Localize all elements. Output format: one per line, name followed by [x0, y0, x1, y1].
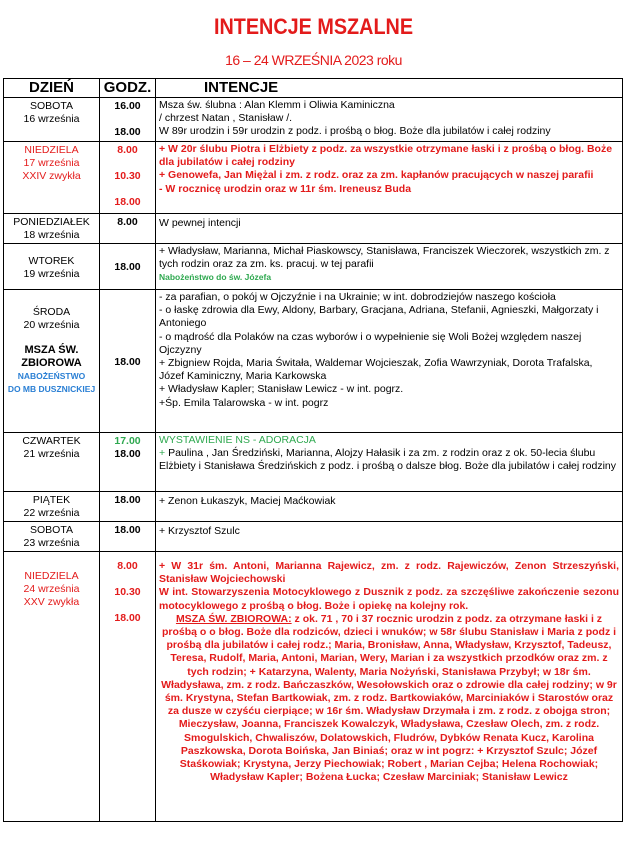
- intention-cell: [156, 214, 623, 244]
- intention-cell: [156, 522, 623, 552]
- time-cell: [100, 290, 156, 433]
- day-name: NIEDZIELA: [24, 144, 79, 156]
- intention-text: W int. Stowarzyszenia Motocyklowego z Dusznik z podz. za szczęśliwe zakończenie sezonu motocyklowego z prośbą o błog. Boże i opiekę na kolejny rok.: [159, 586, 619, 612]
- page-subtitle: 16 – 24 WRZEŚNIA 2023 roku: [225, 52, 402, 68]
- day-cell: [4, 552, 100, 822]
- time-value: 18.00: [114, 448, 141, 460]
- day-date: 21 września: [23, 448, 80, 460]
- intention-cell: [156, 492, 623, 522]
- intention-cell: [156, 433, 623, 492]
- intention-text: +Śp. Emila Talarowska - w int. pogrz: [159, 396, 329, 409]
- time-value: 18.00: [114, 196, 141, 208]
- devotion-label: DO MB DUSZNICKIEJ: [7, 384, 96, 394]
- mass-label: ZBIOROWA: [21, 357, 82, 369]
- day-cell: [4, 433, 100, 492]
- time-cell: [100, 142, 156, 214]
- time-cell: [100, 433, 156, 492]
- day-cell: [4, 492, 100, 522]
- day-date: 20 września: [23, 319, 80, 331]
- table-row: [4, 290, 623, 433]
- time-value: 10.30: [114, 170, 141, 182]
- intention-text: + Zbigniew Rojda, Maria Świtała, Waldemar Wojcieszak, Zofia Wawrzyniak, Dorota Trafalska, Józef Kaminiczny, Maria Karkowska: [159, 357, 593, 383]
- table-row: [4, 244, 623, 290]
- day-date: 17 września: [23, 157, 80, 169]
- time-cell: [100, 552, 156, 822]
- intention-text: Paulina , Jan Średziński, Marianna, Alojzy Hałasik i za zm. z rodzin oraz z ok. 50-lecia ślubu Elżbiety i Stanisława Średzińskich z podz. i prośbą o dalsze błog. Boże dla jubilatów i całej rodziny: [159, 447, 616, 473]
- day-note: XXV zwykła: [23, 596, 80, 608]
- intention-text: Msza św. ślubna : Alan Klemm i Oliwia Kaminiczna: [159, 99, 395, 111]
- table-row: [4, 433, 623, 492]
- time-value: 18.00: [114, 355, 141, 368]
- intention-text: + Władysław Kapler; Stanisław Lewicz - w int. pogrz.: [159, 383, 404, 396]
- day-name: SOBOTA: [30, 100, 73, 112]
- day-date: 16 września: [23, 113, 80, 125]
- intention-text: + W 31r śm. Antoni, Marianna Rajewicz, zm. z rodz. Rajewiczów, Zenon Strzeszyński, Stanisław Wojciechowski: [159, 560, 619, 586]
- header-day: DZIEŃ: [4, 79, 100, 98]
- devotion-label: NABOŻEŃSTWO: [17, 371, 86, 381]
- collective-mass-label: MSZA ŚW. ZBIOROWA:: [175, 612, 292, 625]
- intention-text: + Władysław, Marianna, Michał Piaskowscy, Stanisława, Franciszek Wieczorek, wszystkich zm. z tych rodzin oraz za zm. ks. pracuj. w tej parafii: [159, 245, 610, 271]
- day-name: CZWARTEK: [22, 435, 81, 447]
- time-cell: [100, 492, 156, 522]
- time-value: 16.00: [114, 100, 141, 112]
- day-name: PIĄTEK: [32, 494, 71, 506]
- time-value: 8.00: [117, 144, 138, 156]
- table-row: [4, 522, 623, 552]
- time-value: 18.00: [114, 612, 141, 624]
- day-date: 23 września: [23, 537, 80, 549]
- time-value: 18.00: [114, 126, 141, 138]
- intention-text: + Genowefa, Jan Miężal i zm. z rodz. oraz za zm. kapłanów pracujących w naszej parafii: [159, 169, 594, 182]
- collective-mass-text: [159, 613, 619, 785]
- time-cell: [100, 98, 156, 142]
- day-name: NIEDZIELA: [24, 570, 79, 582]
- day-cell: [4, 522, 100, 552]
- intention-cell: [156, 244, 623, 290]
- day-cell: [4, 290, 100, 433]
- day-date: 24 września: [23, 583, 80, 595]
- header-intentions: INTENCJE: [156, 79, 623, 98]
- devotion-text: Nabożeństwo do św. Józefa: [159, 272, 272, 283]
- day-note: XXIV zwykła: [22, 170, 81, 182]
- time-value: 18.00: [114, 261, 141, 273]
- time-cell: [100, 244, 156, 290]
- table-row: [4, 492, 623, 522]
- day-date: 18 września: [23, 229, 80, 241]
- time-cell: [100, 522, 156, 552]
- day-cell: [4, 244, 100, 290]
- intention-text: / chrzest Natan , Stanisław /.: [159, 112, 293, 125]
- intention-cell: [156, 98, 623, 142]
- intention-text: + Paulina , Jan Średziński, Marianna, Alojzy Hałasik i za zm. z rodzin oraz z ok. 50-lecia ślubu Elżbiety i Stanisława Średzińskich z podz. i prośbą o dalsze błog. Boże dla jubilatów i całej rodziny: [159, 447, 616, 473]
- intention-text: - za parafian, o pokój w Ojczyźnie i na Ukrainie; w int. dobrodziejów naszego kościoła: [159, 291, 556, 303]
- time-value: 10.30: [114, 586, 141, 598]
- intention-text: + Krzysztof Szulc: [159, 525, 240, 537]
- intention-text: - W rocznicę urodzin oraz w 11r śm. Ireneusz Buda: [159, 182, 412, 195]
- header-time: GODZ.: [100, 79, 156, 98]
- intention-cell: [156, 142, 623, 214]
- adoration-text: WYSTAWIENIE NS - ADORACJA: [159, 434, 316, 446]
- day-date: 22 września: [23, 507, 80, 519]
- table-row: [4, 98, 623, 142]
- intention-text: W 89r urodzin i 59r urodzin z podz. i prośbą o błog. Boże dla jubilatów i całej rodziny: [159, 125, 551, 138]
- intention-text: + Zenon Łukaszyk, Maciej Maćkowiak: [159, 495, 336, 507]
- day-name: WTOREK: [28, 254, 75, 267]
- time-cell: [100, 214, 156, 244]
- page-title: INTENCJE MSZALNE: [213, 14, 414, 39]
- intention-text: W pewnej intencji: [159, 217, 241, 229]
- intention-text: - o mądrość dla Polaków na czas wyborów i o wypełnienie się Woli Bożej względem naszej Ojczyzny: [159, 330, 582, 356]
- intention-cell: [156, 290, 623, 433]
- day-name: ŚRODA: [32, 306, 71, 318]
- day-date: 19 września: [23, 267, 80, 280]
- intention-text: - o łaskę zdrowia dla Ewy, Aldony, Barbary, Gracjana, Adriana, Stefanii, Agnieszki, Małgorzaty i Antoniego: [159, 304, 599, 330]
- day-name: SOBOTA: [30, 524, 73, 536]
- day-cell: [4, 98, 100, 142]
- table-header-row: [4, 79, 623, 98]
- table-row: [4, 142, 623, 214]
- day-name: PONIEDZIAŁEK: [13, 216, 90, 228]
- intention-text: + W 20r ślubu Piotra i Elżbiety z podz. za wszystkie otrzymane łaski i z prośbą o błog. Boże dla jubilatów i całej rodziny: [159, 143, 613, 169]
- intention-cell: [156, 552, 623, 822]
- table-row: [4, 552, 623, 822]
- time-value: 18.00: [114, 494, 141, 506]
- time-value: 17.00: [114, 435, 141, 447]
- time-value: 8.00: [117, 560, 138, 572]
- table-row: [4, 214, 623, 244]
- time-value: 18.00: [114, 524, 141, 536]
- time-value: 8.00: [117, 216, 138, 228]
- intention-text: z ok. 71 , 70 i 37 rocznic urodzin z podz. za otrzymane łaski i z prośbą o o błog. Boże dla rodziców, dzieci i wnuków; w 58r ślubu Stanisław i Maria z podz i prośbą dla jubilatów i całej rodz.; Maria, Bronisław, Anna, Władysław, Krzysztof, Tadeusz, Teresa, Rudolf, Maria, Antoni, Marian, Wery, Marian i za wszystkich przodków oraz zm. z tych rodzin; + Katarzyna, Walenty, Maria Nożyński, Stanisława Przybył; w 18r śm. Władysława, zm. z rodz. Bańczaszków, Wesołowskich oraz o zdrowie dla całej rodziny; w 9r śm. Krystyna, Stefan Bartkowiak, zm. z rodz. Bartkowiaków, Marciniaków i Starostów oraz za dusze w czyśću cierpiące; w 16r śm. Władysław Drzymała i zm. z rodz. z obojga stron; Mieczysław, Joanna, Franciszek Kowalczyk, Władysława, Czesław Olech, zm. z rodz. Smogulskich, Chwaliszów, Dolatowskich, Fludrów, Dybków Renata Kucz, Karolina Paszkowska, Dorota Boińska, Jan Biniaś; oraz w int pogrz: + Krzysztof Szulc; Józef Staśkowiak; Krystyna, Jerzy Piechowiak; Robert , Marian Cejba; Helena Rochowiak; Władysław Kapler; Bożena Łucka; Czesław Marciniak; Stanisław Lewicz: [161, 612, 617, 784]
- day-cell: [4, 142, 100, 214]
- day-cell: [4, 214, 100, 244]
- mass-label: MSZA ŚW.: [24, 344, 79, 356]
- intentions-table: [3, 78, 623, 822]
